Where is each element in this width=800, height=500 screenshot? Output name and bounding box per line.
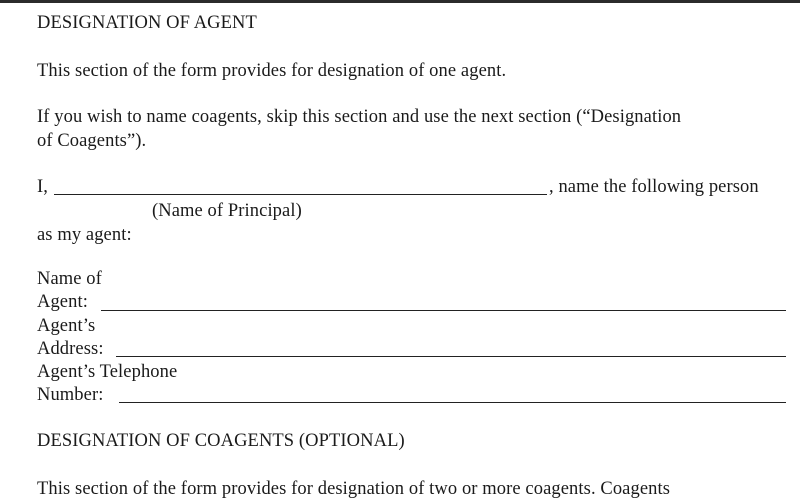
agent-telephone-label-line-2: Number: <box>37 385 104 405</box>
agent-name-line[interactable] <box>101 310 786 311</box>
principal-name-caption: (Name of Principal) <box>152 201 302 221</box>
agent-name-label-line-1: Name of <box>37 269 102 289</box>
section-heading-designation-of-coagents: DESIGNATION OF COAGENTS (OPTIONAL) <box>37 431 405 451</box>
coagents-note-line-2: of Coagents”). <box>37 131 147 151</box>
agent-telephone-line[interactable] <box>119 402 786 403</box>
agent-address-label-line-1: Agent’s <box>37 316 96 336</box>
principal-continuation: as my agent: <box>37 225 132 245</box>
agent-telephone-label-line-1: Agent’s Telephone <box>37 362 178 382</box>
agent-name-label-line-2: Agent: <box>37 292 88 312</box>
agent-address-label-line-2: Address: <box>37 339 104 359</box>
agent-address-line[interactable] <box>116 356 786 357</box>
coagents-note-line-1: If you wish to name coagents, skip this section and use the next section (“Designation <box>37 107 682 127</box>
coagents-intro-text: This section of the form provides for designation of two or more coagents. Coagents <box>37 479 671 499</box>
section-intro-text: This section of the form provides for designation of one agent. <box>37 61 507 81</box>
principal-suffix: , name the following person <box>549 177 759 197</box>
principal-name-line[interactable] <box>54 194 547 195</box>
principal-prefix: I, <box>37 177 48 197</box>
section-heading-designation-of-agent: DESIGNATION OF AGENT <box>37 13 257 33</box>
